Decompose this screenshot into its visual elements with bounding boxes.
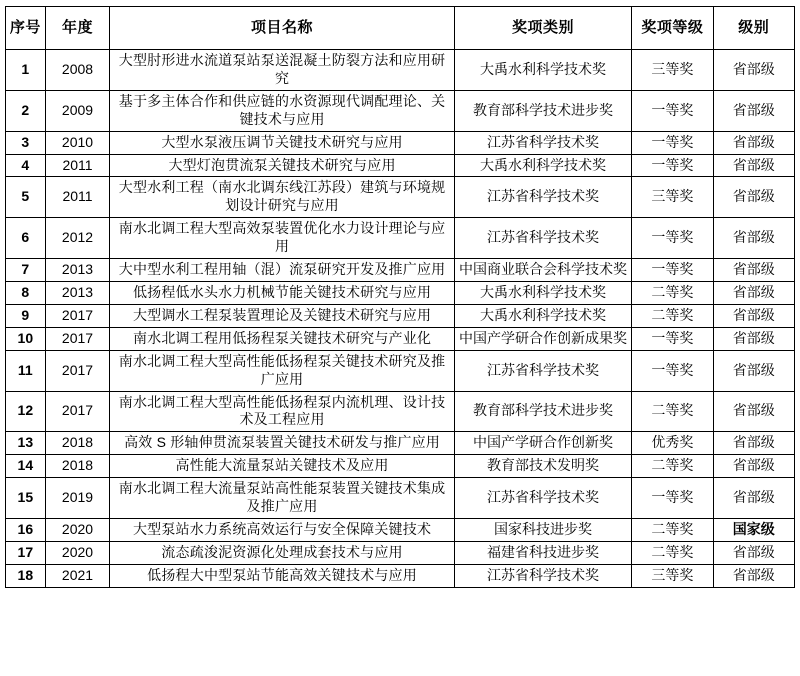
cell-project-name: 大型水泵液压调节关键技术研究与应用 xyxy=(110,131,454,154)
cell-grade: 省部级 xyxy=(713,304,794,327)
table-row xyxy=(6,391,795,432)
cell-serial-number: 9 xyxy=(6,304,46,327)
cell-award-level: 优秀奖 xyxy=(632,432,713,455)
cell-project-name: 基于多主体合作和供应链的水资源现代调配理论、关键技术与应用 xyxy=(110,90,454,131)
cell-year: 2021 xyxy=(45,564,110,587)
table-row xyxy=(6,90,795,131)
cell-serial-number: 18 xyxy=(6,564,46,587)
column-header-award-level: 奖项等级 xyxy=(632,7,713,50)
table-row xyxy=(6,327,795,350)
cell-year: 2017 xyxy=(45,304,110,327)
table-row xyxy=(6,281,795,304)
cell-serial-number: 3 xyxy=(6,131,46,154)
cell-project-name: 大型肘形进水流道泵站泵送混凝土防裂方法和应用研究 xyxy=(110,50,454,91)
cell-year: 2009 xyxy=(45,90,110,131)
cell-award-type: 江苏省科学技术奖 xyxy=(454,564,631,587)
table-header xyxy=(6,7,795,50)
cell-award-type: 大禹水利科学技术奖 xyxy=(454,50,631,91)
cell-year: 2013 xyxy=(45,281,110,304)
cell-award-level: 一等奖 xyxy=(632,90,713,131)
cell-grade: 省部级 xyxy=(713,327,794,350)
table-body xyxy=(6,50,795,588)
cell-project-name: 流态疏浚泥资源化处理成套技术与应用 xyxy=(110,541,454,564)
table-row xyxy=(6,131,795,154)
table-row xyxy=(6,177,795,218)
cell-award-level: 一等奖 xyxy=(632,350,713,391)
cell-award-type: 中国商业联合会科学技术奖 xyxy=(454,259,631,282)
cell-award-type: 大禹水利科学技术奖 xyxy=(454,304,631,327)
cell-serial-number: 15 xyxy=(6,478,46,519)
cell-grade: 省部级 xyxy=(713,350,794,391)
cell-grade: 省部级 xyxy=(713,177,794,218)
cell-grade: 省部级 xyxy=(713,564,794,587)
cell-award-level: 一等奖 xyxy=(632,131,713,154)
cell-grade: 省部级 xyxy=(713,154,794,177)
cell-year: 2020 xyxy=(45,541,110,564)
cell-project-name: 大型水利工程（南水北调东线江苏段）建筑与环境规划设计研究与应用 xyxy=(110,177,454,218)
cell-serial-number: 17 xyxy=(6,541,46,564)
cell-year: 2010 xyxy=(45,131,110,154)
table-row xyxy=(6,432,795,455)
cell-project-name: 大型泵站水力系统高效运行与安全保障关键技术 xyxy=(110,518,454,541)
table-row xyxy=(6,541,795,564)
cell-award-type: 江苏省科学技术奖 xyxy=(454,177,631,218)
cell-year: 2013 xyxy=(45,259,110,282)
cell-award-type: 大禹水利科学技术奖 xyxy=(454,281,631,304)
cell-award-type: 江苏省科学技术奖 xyxy=(454,350,631,391)
table-row xyxy=(6,154,795,177)
cell-grade: 省部级 xyxy=(713,131,794,154)
cell-project-name: 大型灯泡贯流泵关键技术研究与应用 xyxy=(110,154,454,177)
cell-award-type: 教育部科学技术进步奖 xyxy=(454,391,631,432)
cell-serial-number: 4 xyxy=(6,154,46,177)
cell-project-name: 南水北调工程大流量泵站高性能泵装置关键技术集成及推广应用 xyxy=(110,478,454,519)
cell-year: 2017 xyxy=(45,391,110,432)
cell-grade: 省部级 xyxy=(713,90,794,131)
cell-grade: 国家级 xyxy=(713,518,794,541)
cell-grade: 省部级 xyxy=(713,541,794,564)
cell-serial-number: 2 xyxy=(6,90,46,131)
cell-award-level: 一等奖 xyxy=(632,327,713,350)
cell-project-name: 低扬程低水头水力机械节能关键技术研究与应用 xyxy=(110,281,454,304)
cell-award-type: 江苏省科学技术奖 xyxy=(454,218,631,259)
cell-award-type: 教育部科学技术进步奖 xyxy=(454,90,631,131)
cell-award-type: 中国产学研合作创新奖 xyxy=(454,432,631,455)
column-header-award-type: 奖项类别 xyxy=(454,7,631,50)
cell-serial-number: 13 xyxy=(6,432,46,455)
table-row xyxy=(6,218,795,259)
cell-serial-number: 5 xyxy=(6,177,46,218)
cell-project-name: 高性能大流量泵站关键技术及应用 xyxy=(110,455,454,478)
table-header-row xyxy=(6,7,795,50)
cell-serial-number: 10 xyxy=(6,327,46,350)
cell-grade: 省部级 xyxy=(713,281,794,304)
cell-project-name: 南水北调工程大型高性能低扬程泵内流机理、设计技术及工程应用 xyxy=(110,391,454,432)
cell-serial-number: 12 xyxy=(6,391,46,432)
cell-project-name: 大中型水利工程用轴（混）流泵研究开发及推广应用 xyxy=(110,259,454,282)
cell-serial-number: 1 xyxy=(6,50,46,91)
table-row xyxy=(6,564,795,587)
cell-year: 2018 xyxy=(45,455,110,478)
cell-award-level: 二等奖 xyxy=(632,391,713,432)
cell-award-level: 一等奖 xyxy=(632,478,713,519)
cell-award-type: 江苏省科学技术奖 xyxy=(454,131,631,154)
cell-award-level: 一等奖 xyxy=(632,154,713,177)
cell-grade: 省部级 xyxy=(713,218,794,259)
cell-award-level: 一等奖 xyxy=(632,259,713,282)
table-row xyxy=(6,50,795,91)
cell-year: 2018 xyxy=(45,432,110,455)
cell-year: 2011 xyxy=(45,154,110,177)
cell-award-level: 二等奖 xyxy=(632,455,713,478)
cell-award-level: 三等奖 xyxy=(632,564,713,587)
cell-year: 2017 xyxy=(45,350,110,391)
cell-project-name: 低扬程大中型泵站节能高效关键技术与应用 xyxy=(110,564,454,587)
cell-award-level: 三等奖 xyxy=(632,50,713,91)
cell-grade: 省部级 xyxy=(713,432,794,455)
cell-serial-number: 14 xyxy=(6,455,46,478)
column-header-year: 年度 xyxy=(45,7,110,50)
cell-award-type: 国家科技进步奖 xyxy=(454,518,631,541)
cell-year: 2011 xyxy=(45,177,110,218)
table-row xyxy=(6,518,795,541)
cell-serial-number: 8 xyxy=(6,281,46,304)
cell-grade: 省部级 xyxy=(713,478,794,519)
cell-award-type: 福建省科技进步奖 xyxy=(454,541,631,564)
cell-grade: 省部级 xyxy=(713,391,794,432)
cell-award-level: 一等奖 xyxy=(632,218,713,259)
table-row xyxy=(6,304,795,327)
cell-grade: 省部级 xyxy=(713,455,794,478)
column-header-grade: 级别 xyxy=(713,7,794,50)
cell-project-name: 高效 S 形轴伸贯流泵装置关键技术研发与推广应用 xyxy=(110,432,454,455)
cell-award-level: 二等奖 xyxy=(632,281,713,304)
cell-year: 2019 xyxy=(45,478,110,519)
cell-award-level: 二等奖 xyxy=(632,518,713,541)
column-header-no: 序号 xyxy=(6,7,46,50)
cell-year: 2012 xyxy=(45,218,110,259)
cell-grade: 省部级 xyxy=(713,259,794,282)
cell-award-level: 三等奖 xyxy=(632,177,713,218)
cell-award-type: 中国产学研合作创新成果奖 xyxy=(454,327,631,350)
award-table xyxy=(5,6,795,588)
cell-award-type: 江苏省科学技术奖 xyxy=(454,478,631,519)
cell-grade: 省部级 xyxy=(713,50,794,91)
cell-project-name: 南水北调工程用低扬程泵关键技术研究与产业化 xyxy=(110,327,454,350)
cell-serial-number: 16 xyxy=(6,518,46,541)
table-row xyxy=(6,350,795,391)
cell-year: 2008 xyxy=(45,50,110,91)
cell-award-level: 二等奖 xyxy=(632,304,713,327)
cell-year: 2020 xyxy=(45,518,110,541)
cell-serial-number: 6 xyxy=(6,218,46,259)
cell-award-type: 教育部技术发明奖 xyxy=(454,455,631,478)
table-row xyxy=(6,478,795,519)
cell-serial-number: 11 xyxy=(6,350,46,391)
cell-serial-number: 7 xyxy=(6,259,46,282)
column-header-project-name: 项目名称 xyxy=(110,7,454,50)
cell-award-type: 大禹水利科学技术奖 xyxy=(454,154,631,177)
cell-award-level: 二等奖 xyxy=(632,541,713,564)
cell-project-name: 大型调水工程泵装置理论及关键技术研究与应用 xyxy=(110,304,454,327)
cell-project-name: 南水北调工程大型高性能低扬程泵关键技术研究及推广应用 xyxy=(110,350,454,391)
cell-project-name: 南水北调工程大型高效泵装置优化水力设计理论与应用 xyxy=(110,218,454,259)
table-row xyxy=(6,259,795,282)
table-row xyxy=(6,455,795,478)
cell-year: 2017 xyxy=(45,327,110,350)
